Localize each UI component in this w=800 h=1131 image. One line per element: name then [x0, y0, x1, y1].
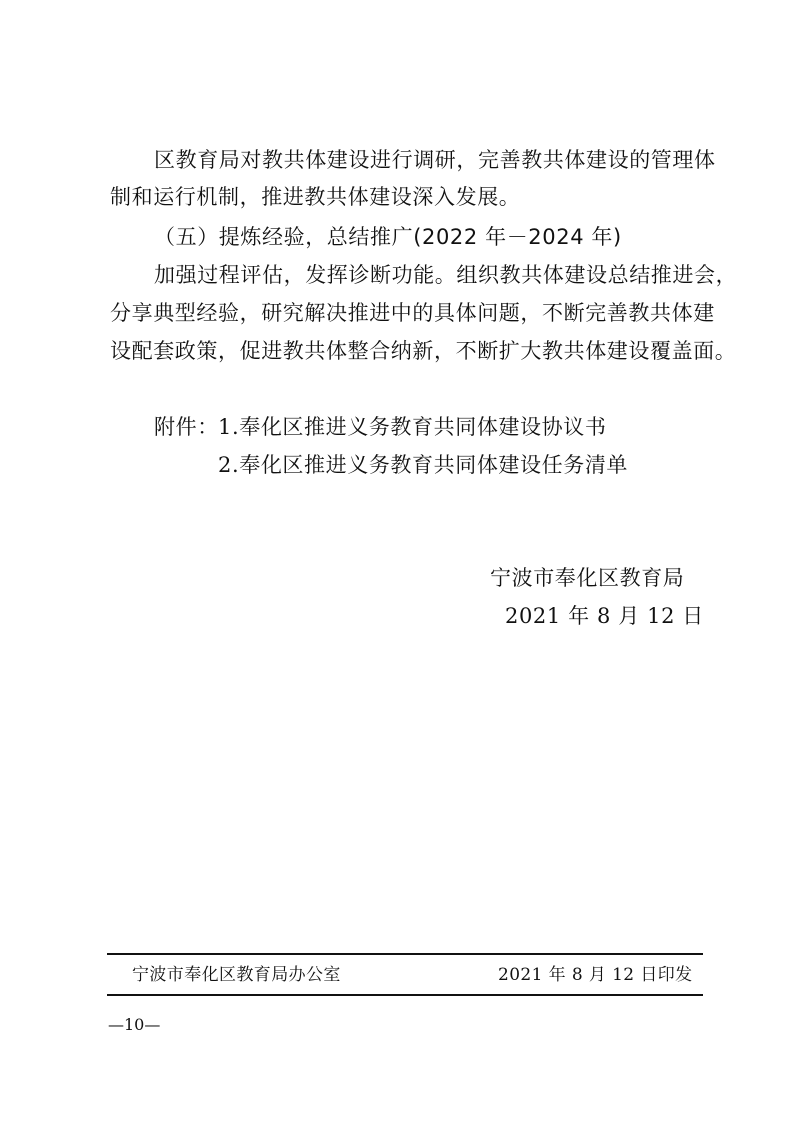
- paragraph-line: 分享典型经验，研究解决推进中的具体问题，不断完善教共体建: [110, 301, 715, 325]
- paragraph-line: 区教育局对教共体建设进行调研，完善教共体建设的管理体: [154, 148, 716, 172]
- attachment-item: 2.奉化区推进义务教育共同体建设任务清单: [218, 453, 629, 477]
- page-number: —10—: [108, 1015, 161, 1034]
- attachment-item: 1.奉化区推进义务教育共同体建设协议书: [218, 415, 607, 439]
- paragraph-line: 制和运行机制，推进教共体建设深入发展。: [110, 185, 521, 209]
- signature-organization: 宁波市奉化区教育局: [490, 566, 685, 590]
- footer-issuer: 宁波市奉化区教育局办公室: [132, 965, 341, 985]
- paragraph-line: 加强过程评估，发挥诊断功能。组织教共体建设总结推进会，: [154, 263, 738, 287]
- footer-top-rule: [107, 953, 703, 955]
- attachments-label: 附件：: [154, 415, 219, 439]
- paragraph-line: 设配套政策，促进教共体整合纳新，不断扩大教共体建设覆盖面。: [110, 339, 737, 363]
- footer-issue-date: 2021 年 8 月 12 日印发: [498, 965, 693, 985]
- footer-bottom-rule: [107, 994, 703, 996]
- section-heading: （五）提炼经验，总结推广(2022 年－2024 年): [154, 225, 622, 249]
- signature-date: 2021 年 8 月 12 日: [505, 604, 704, 628]
